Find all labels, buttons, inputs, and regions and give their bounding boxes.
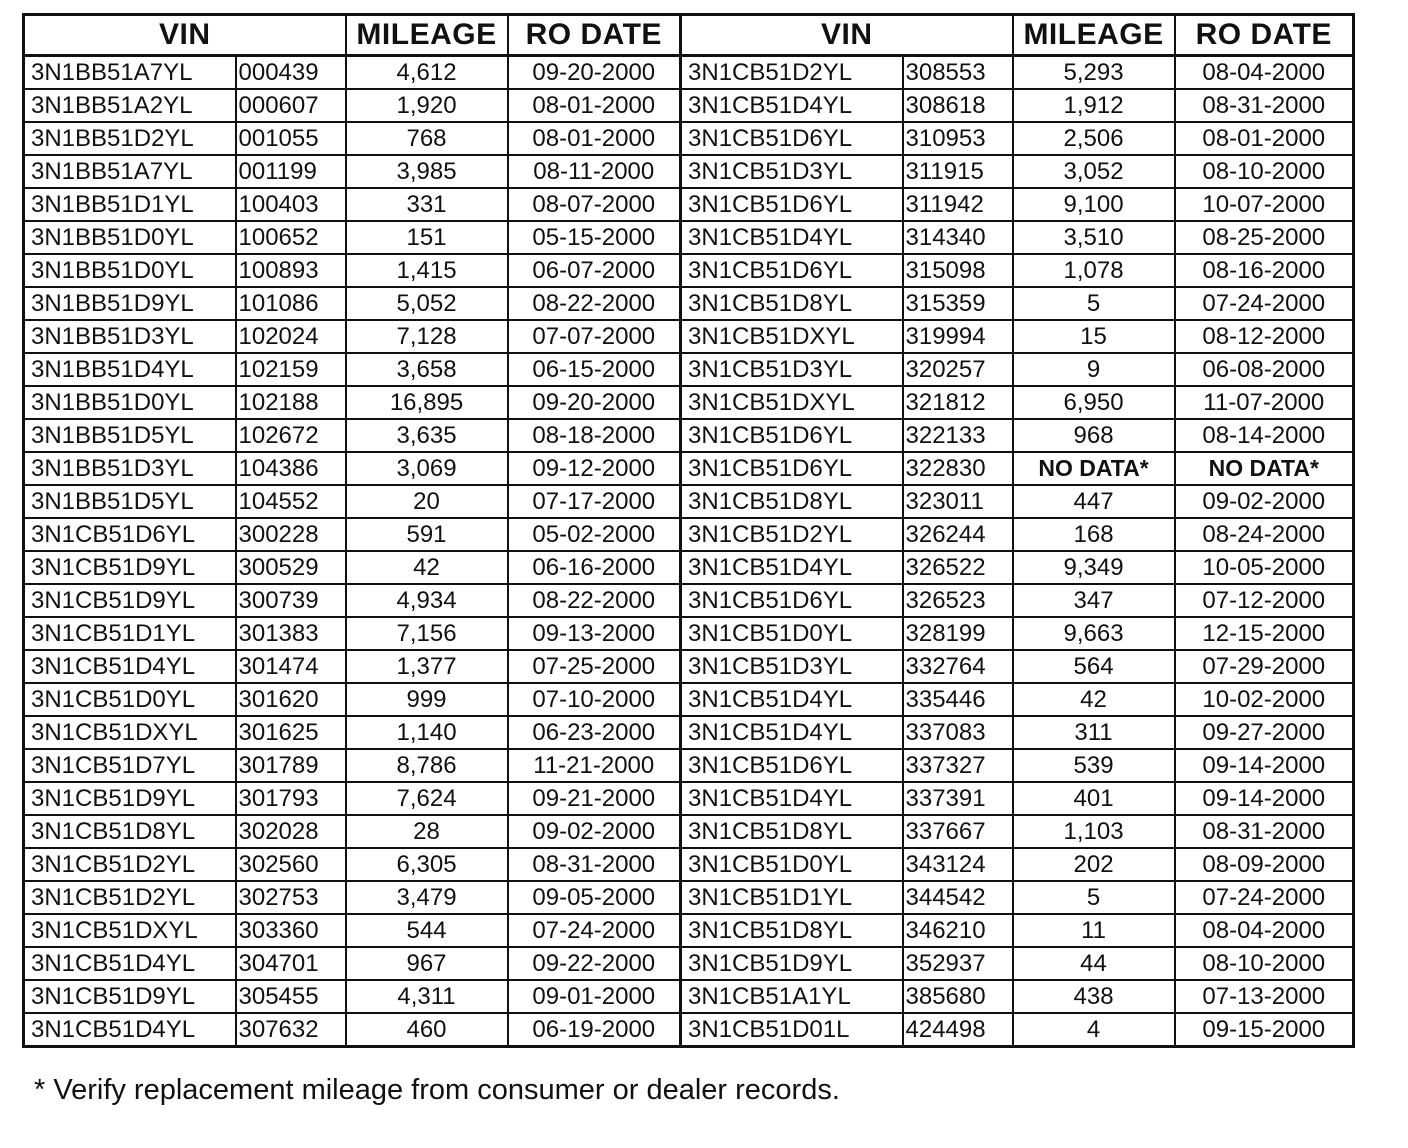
vin-serial-right: 337327 (903, 749, 1013, 782)
vin-serial-left: 102188 (236, 386, 346, 419)
vin-serial-right: 346210 (903, 914, 1013, 947)
table-row (24, 749, 1354, 782)
vin-serial-left: 301620 (236, 683, 346, 716)
mileage-right: 5 (1013, 287, 1175, 320)
vin-serial-left: 100893 (236, 254, 346, 287)
vin-serial-right: 320257 (903, 353, 1013, 386)
vin-prefix-left: 3N1CB51D9YL (24, 551, 236, 584)
vin-mileage-table (22, 13, 1355, 1048)
vin-serial-right: 322133 (903, 419, 1013, 452)
mileage-left: 768 (346, 122, 508, 155)
footnote: * Verify replacement mileage from consumer or dealer records. (34, 1074, 840, 1106)
mileage-left: 8,786 (346, 749, 508, 782)
vin-prefix-left: 3N1BB51D2YL (24, 122, 236, 155)
vin-serial-left: 301383 (236, 617, 346, 650)
vin-prefix-left: 3N1CB51D1YL (24, 617, 236, 650)
mileage-right: 968 (1013, 419, 1175, 452)
vin-prefix-right: 3N1CB51D1YL (681, 881, 903, 914)
mileage-left: 20 (346, 485, 508, 518)
ro-date-left: 09-05-2000 (508, 881, 681, 914)
mileage-right: 168 (1013, 518, 1175, 551)
ro-date-left: 09-21-2000 (508, 782, 681, 815)
vin-serial-right: 385680 (903, 980, 1013, 1013)
vin-prefix-left: 3N1BB51D3YL (24, 452, 236, 485)
vin-serial-left: 301474 (236, 650, 346, 683)
vin-prefix-right: 3N1CB51D0YL (681, 617, 903, 650)
ro-date-left: 08-22-2000 (508, 584, 681, 617)
mileage-left: 28 (346, 815, 508, 848)
vin-prefix-right: 3N1CB51D9YL (681, 947, 903, 980)
vin-serial-right: 314340 (903, 221, 1013, 254)
mileage-right: 311 (1013, 716, 1175, 749)
vin-serial-right: 328199 (903, 617, 1013, 650)
ro-date-right: 07-29-2000 (1175, 650, 1354, 683)
table-row (24, 650, 1354, 683)
mileage-right: 3,510 (1013, 221, 1175, 254)
mileage-left: 3,985 (346, 155, 508, 188)
vin-prefix-left: 3N1BB51D1YL (24, 188, 236, 221)
vin-serial-right: 337083 (903, 716, 1013, 749)
vin-serial-right: 326244 (903, 518, 1013, 551)
vin-prefix-left: 3N1BB51D3YL (24, 320, 236, 353)
table-row (24, 56, 1354, 90)
table-row (24, 782, 1354, 815)
vin-prefix-left: 3N1CB51D8YL (24, 815, 236, 848)
vin-serial-left: 102672 (236, 419, 346, 452)
ro-date-right: 08-24-2000 (1175, 518, 1354, 551)
mileage-left: 591 (346, 518, 508, 551)
ro-date-right: 12-15-2000 (1175, 617, 1354, 650)
mileage-right: 9,100 (1013, 188, 1175, 221)
vin-prefix-right: 3N1CB51D3YL (681, 155, 903, 188)
vin-serial-left: 301625 (236, 716, 346, 749)
ro-date-left: 08-07-2000 (508, 188, 681, 221)
vin-serial-left: 302753 (236, 881, 346, 914)
vin-prefix-right: 3N1CB51A1YL (681, 980, 903, 1013)
vin-prefix-left: 3N1CB51D9YL (24, 980, 236, 1013)
mileage-right: 9 (1013, 353, 1175, 386)
table-row (24, 1013, 1354, 1047)
ro-date-right: 08-16-2000 (1175, 254, 1354, 287)
ro-date-right: 07-12-2000 (1175, 584, 1354, 617)
vin-prefix-left: 3N1BB51D5YL (24, 419, 236, 452)
vin-prefix-right: 3N1CB51D8YL (681, 914, 903, 947)
ro-date-right: 08-01-2000 (1175, 122, 1354, 155)
vin-serial-left: 303360 (236, 914, 346, 947)
ro-date-left: 09-01-2000 (508, 980, 681, 1013)
ro-date-right: 09-27-2000 (1175, 716, 1354, 749)
mileage-right: 5,293 (1013, 56, 1175, 90)
header-row (24, 15, 1354, 56)
table-row (24, 188, 1354, 221)
vin-serial-left: 100403 (236, 188, 346, 221)
mileage-left: 6,305 (346, 848, 508, 881)
ro-date-left: 09-22-2000 (508, 947, 681, 980)
vin-prefix-left: 3N1BB51A2YL (24, 89, 236, 122)
ro-date-right: 08-04-2000 (1175, 914, 1354, 947)
mileage-right: 3,052 (1013, 155, 1175, 188)
table-row (24, 386, 1354, 419)
mileage-left: 4,311 (346, 980, 508, 1013)
table-row (24, 155, 1354, 188)
vin-serial-right: 315359 (903, 287, 1013, 320)
table-row (24, 980, 1354, 1013)
vin-serial-right: 310953 (903, 122, 1013, 155)
mileage-left: 999 (346, 683, 508, 716)
table-row (24, 584, 1354, 617)
mileage-left: 7,624 (346, 782, 508, 815)
ro-date-right: 10-07-2000 (1175, 188, 1354, 221)
vin-serial-right: 308553 (903, 56, 1013, 90)
vin-prefix-right: 3N1CB51D4YL (681, 551, 903, 584)
vin-prefix-left: 3N1CB51D9YL (24, 584, 236, 617)
ro-date-right: 09-14-2000 (1175, 782, 1354, 815)
table-row (24, 452, 1354, 485)
ro-date-left: 07-07-2000 (508, 320, 681, 353)
vin-prefix-right: 3N1CB51D3YL (681, 650, 903, 683)
ro-date-right: NO DATA* (1175, 452, 1354, 485)
vin-prefix-right: 3N1CB51D3YL (681, 353, 903, 386)
vin-serial-right: 344542 (903, 881, 1013, 914)
table-row (24, 914, 1354, 947)
mileage-left: 331 (346, 188, 508, 221)
mileage-right: 6,950 (1013, 386, 1175, 419)
vin-prefix-right: 3N1CB51D6YL (681, 749, 903, 782)
vin-serial-right: 337667 (903, 815, 1013, 848)
header-mileage-left: MILEAGE (346, 15, 508, 56)
table-body (24, 56, 1354, 1047)
vin-prefix-right: 3N1CB51D8YL (681, 287, 903, 320)
vin-prefix-right: 3N1CB51D4YL (681, 221, 903, 254)
vin-prefix-right: 3N1CB51D0YL (681, 848, 903, 881)
vin-prefix-left: 3N1BB51D0YL (24, 254, 236, 287)
ro-date-left: 09-02-2000 (508, 815, 681, 848)
ro-date-left: 06-07-2000 (508, 254, 681, 287)
vin-serial-right: 315098 (903, 254, 1013, 287)
ro-date-right: 10-05-2000 (1175, 551, 1354, 584)
header-ro-date-right: RO DATE (1175, 15, 1354, 56)
table-row (24, 881, 1354, 914)
vin-serial-right: 343124 (903, 848, 1013, 881)
mileage-right: 2,506 (1013, 122, 1175, 155)
ro-date-left: 09-20-2000 (508, 56, 681, 90)
mileage-left: 544 (346, 914, 508, 947)
vin-serial-left: 304701 (236, 947, 346, 980)
vin-serial-right: 326522 (903, 551, 1013, 584)
vin-serial-right: 335446 (903, 683, 1013, 716)
ro-date-right: 11-07-2000 (1175, 386, 1354, 419)
mileage-left: 1,140 (346, 716, 508, 749)
mileage-right: 1,103 (1013, 815, 1175, 848)
ro-date-left: 09-20-2000 (508, 386, 681, 419)
vin-serial-left: 301793 (236, 782, 346, 815)
ro-date-right: 09-15-2000 (1175, 1013, 1354, 1047)
vin-serial-left: 300228 (236, 518, 346, 551)
mileage-left: 5,052 (346, 287, 508, 320)
vin-serial-left: 305455 (236, 980, 346, 1013)
vin-prefix-right: 3N1CB51D6YL (681, 254, 903, 287)
vin-prefix-left: 3N1CB51D2YL (24, 881, 236, 914)
ro-date-left: 08-31-2000 (508, 848, 681, 881)
vin-serial-left: 302028 (236, 815, 346, 848)
mileage-left: 4,934 (346, 584, 508, 617)
table-row (24, 221, 1354, 254)
vin-prefix-left: 3N1CB51DXYL (24, 716, 236, 749)
ro-date-right: 07-24-2000 (1175, 287, 1354, 320)
vin-serial-left: 300739 (236, 584, 346, 617)
vin-prefix-right: 3N1CB51DXYL (681, 386, 903, 419)
ro-date-left: 07-17-2000 (508, 485, 681, 518)
mileage-right: 4 (1013, 1013, 1175, 1047)
table-row (24, 287, 1354, 320)
vin-prefix-right: 3N1CB51D4YL (681, 782, 903, 815)
mileage-right: 9,663 (1013, 617, 1175, 650)
mileage-left: 3,069 (346, 452, 508, 485)
vin-serial-left: 001199 (236, 155, 346, 188)
vin-prefix-left: 3N1CB51D4YL (24, 1013, 236, 1047)
vin-prefix-left: 3N1CB51D0YL (24, 683, 236, 716)
mileage-right: 1,078 (1013, 254, 1175, 287)
vin-serial-left: 102159 (236, 353, 346, 386)
ro-date-left: 06-19-2000 (508, 1013, 681, 1047)
vin-prefix-right: 3N1CB51D6YL (681, 452, 903, 485)
table-row (24, 848, 1354, 881)
ro-date-left: 06-16-2000 (508, 551, 681, 584)
mileage-right: 539 (1013, 749, 1175, 782)
ro-date-left: 07-24-2000 (508, 914, 681, 947)
vin-prefix-left: 3N1CB51D4YL (24, 947, 236, 980)
table-row (24, 683, 1354, 716)
ro-date-left: 05-15-2000 (508, 221, 681, 254)
ro-date-right: 09-02-2000 (1175, 485, 1354, 518)
mileage-right: 564 (1013, 650, 1175, 683)
ro-date-right: 08-10-2000 (1175, 947, 1354, 980)
vin-prefix-right: 3N1CB51D4YL (681, 683, 903, 716)
mileage-right: 15 (1013, 320, 1175, 353)
ro-date-left: 05-02-2000 (508, 518, 681, 551)
mileage-right: 347 (1013, 584, 1175, 617)
vin-serial-left: 100652 (236, 221, 346, 254)
vin-prefix-right: 3N1CB51D4YL (681, 716, 903, 749)
vin-serial-left: 307632 (236, 1013, 346, 1047)
vin-serial-right: 321812 (903, 386, 1013, 419)
mileage-left: 42 (346, 551, 508, 584)
mileage-right: NO DATA* (1013, 452, 1175, 485)
vin-serial-left: 102024 (236, 320, 346, 353)
vin-serial-right: 352937 (903, 947, 1013, 980)
vin-prefix-right: 3N1CB51D01L (681, 1013, 903, 1047)
mileage-left: 7,128 (346, 320, 508, 353)
vin-serial-right: 311915 (903, 155, 1013, 188)
vin-prefix-left: 3N1CB51D9YL (24, 782, 236, 815)
ro-date-left: 07-10-2000 (508, 683, 681, 716)
table-row (24, 947, 1354, 980)
ro-date-right: 10-02-2000 (1175, 683, 1354, 716)
vin-prefix-right: 3N1CB51D8YL (681, 815, 903, 848)
ro-date-left: 07-25-2000 (508, 650, 681, 683)
mileage-left: 460 (346, 1013, 508, 1047)
table-row (24, 551, 1354, 584)
vin-serial-right: 326523 (903, 584, 1013, 617)
ro-date-right: 08-10-2000 (1175, 155, 1354, 188)
vin-prefix-right: 3N1CB51D4YL (681, 89, 903, 122)
vin-serial-right: 322830 (903, 452, 1013, 485)
vin-prefix-left: 3N1BB51D0YL (24, 386, 236, 419)
vin-prefix-left: 3N1CB51D4YL (24, 650, 236, 683)
ro-date-right: 08-31-2000 (1175, 815, 1354, 848)
vin-prefix-left: 3N1BB51A7YL (24, 56, 236, 90)
mileage-left: 3,479 (346, 881, 508, 914)
mileage-left: 4,612 (346, 56, 508, 90)
ro-date-right: 08-31-2000 (1175, 89, 1354, 122)
ro-date-left: 08-11-2000 (508, 155, 681, 188)
mileage-right: 447 (1013, 485, 1175, 518)
vin-prefix-left: 3N1BB51D4YL (24, 353, 236, 386)
mileage-left: 1,377 (346, 650, 508, 683)
header-vin-left: VIN (24, 15, 346, 56)
ro-date-right: 08-12-2000 (1175, 320, 1354, 353)
header-vin-right: VIN (681, 15, 1013, 56)
vin-prefix-right: 3N1CB51DXYL (681, 320, 903, 353)
mileage-right: 202 (1013, 848, 1175, 881)
mileage-left: 7,156 (346, 617, 508, 650)
mileage-left: 3,635 (346, 419, 508, 452)
ro-date-left: 09-12-2000 (508, 452, 681, 485)
vin-serial-left: 104386 (236, 452, 346, 485)
ro-date-right: 09-14-2000 (1175, 749, 1354, 782)
ro-date-right: 06-08-2000 (1175, 353, 1354, 386)
ro-date-left: 06-23-2000 (508, 716, 681, 749)
vin-serial-left: 001055 (236, 122, 346, 155)
ro-date-right: 08-14-2000 (1175, 419, 1354, 452)
vin-serial-left: 000439 (236, 56, 346, 90)
table-row (24, 419, 1354, 452)
mileage-right: 9,349 (1013, 551, 1175, 584)
vin-prefix-left: 3N1CB51D7YL (24, 749, 236, 782)
ro-date-left: 08-01-2000 (508, 122, 681, 155)
vin-prefix-right: 3N1CB51D6YL (681, 188, 903, 221)
vin-prefix-left: 3N1CB51D6YL (24, 518, 236, 551)
mileage-left: 151 (346, 221, 508, 254)
mileage-right: 42 (1013, 683, 1175, 716)
vin-prefix-right: 3N1CB51D6YL (681, 122, 903, 155)
header-mileage-right: MILEAGE (1013, 15, 1175, 56)
mileage-right: 5 (1013, 881, 1175, 914)
vin-serial-left: 301789 (236, 749, 346, 782)
table-row (24, 716, 1354, 749)
ro-date-left: 08-18-2000 (508, 419, 681, 452)
mileage-right: 11 (1013, 914, 1175, 947)
vin-serial-right: 311942 (903, 188, 1013, 221)
vin-serial-right: 308618 (903, 89, 1013, 122)
ro-date-left: 08-01-2000 (508, 89, 681, 122)
table-row (24, 815, 1354, 848)
ro-date-left: 11-21-2000 (508, 749, 681, 782)
ro-date-right: 08-04-2000 (1175, 56, 1354, 90)
mileage-left: 3,658 (346, 353, 508, 386)
vin-prefix-left: 3N1CB51D2YL (24, 848, 236, 881)
vin-serial-right: 319994 (903, 320, 1013, 353)
table-row (24, 122, 1354, 155)
vin-serial-left: 000607 (236, 89, 346, 122)
table-row (24, 254, 1354, 287)
mileage-left: 1,920 (346, 89, 508, 122)
vin-serial-left: 101086 (236, 287, 346, 320)
table-row (24, 89, 1354, 122)
vin-prefix-right: 3N1CB51D6YL (681, 584, 903, 617)
table-row (24, 353, 1354, 386)
table-row (24, 518, 1354, 551)
vin-serial-right: 332764 (903, 650, 1013, 683)
vin-prefix-left: 3N1BB51D5YL (24, 485, 236, 518)
ro-date-right: 07-13-2000 (1175, 980, 1354, 1013)
mileage-right: 44 (1013, 947, 1175, 980)
vin-prefix-left: 3N1CB51DXYL (24, 914, 236, 947)
table-row (24, 617, 1354, 650)
vin-prefix-right: 3N1CB51D2YL (681, 518, 903, 551)
table-row (24, 485, 1354, 518)
vin-serial-right: 424498 (903, 1013, 1013, 1047)
vin-serial-left: 300529 (236, 551, 346, 584)
vin-serial-right: 323011 (903, 485, 1013, 518)
vin-prefix-left: 3N1BB51A7YL (24, 155, 236, 188)
vin-serial-left: 104552 (236, 485, 346, 518)
header-ro-date-left: RO DATE (508, 15, 681, 56)
mileage-right: 1,912 (1013, 89, 1175, 122)
vin-prefix-left: 3N1BB51D0YL (24, 221, 236, 254)
vin-serial-right: 337391 (903, 782, 1013, 815)
mileage-right: 438 (1013, 980, 1175, 1013)
ro-date-left: 06-15-2000 (508, 353, 681, 386)
vin-prefix-right: 3N1CB51D2YL (681, 56, 903, 90)
ro-date-right: 08-09-2000 (1175, 848, 1354, 881)
vin-prefix-right: 3N1CB51D8YL (681, 485, 903, 518)
ro-date-right: 08-25-2000 (1175, 221, 1354, 254)
table-row (24, 320, 1354, 353)
ro-date-left: 09-13-2000 (508, 617, 681, 650)
vin-prefix-right: 3N1CB51D6YL (681, 419, 903, 452)
vin-prefix-left: 3N1BB51D9YL (24, 287, 236, 320)
mileage-right: 401 (1013, 782, 1175, 815)
ro-date-right: 07-24-2000 (1175, 881, 1354, 914)
vin-serial-left: 302560 (236, 848, 346, 881)
mileage-left: 16,895 (346, 386, 508, 419)
mileage-left: 1,415 (346, 254, 508, 287)
ro-date-left: 08-22-2000 (508, 287, 681, 320)
mileage-left: 967 (346, 947, 508, 980)
